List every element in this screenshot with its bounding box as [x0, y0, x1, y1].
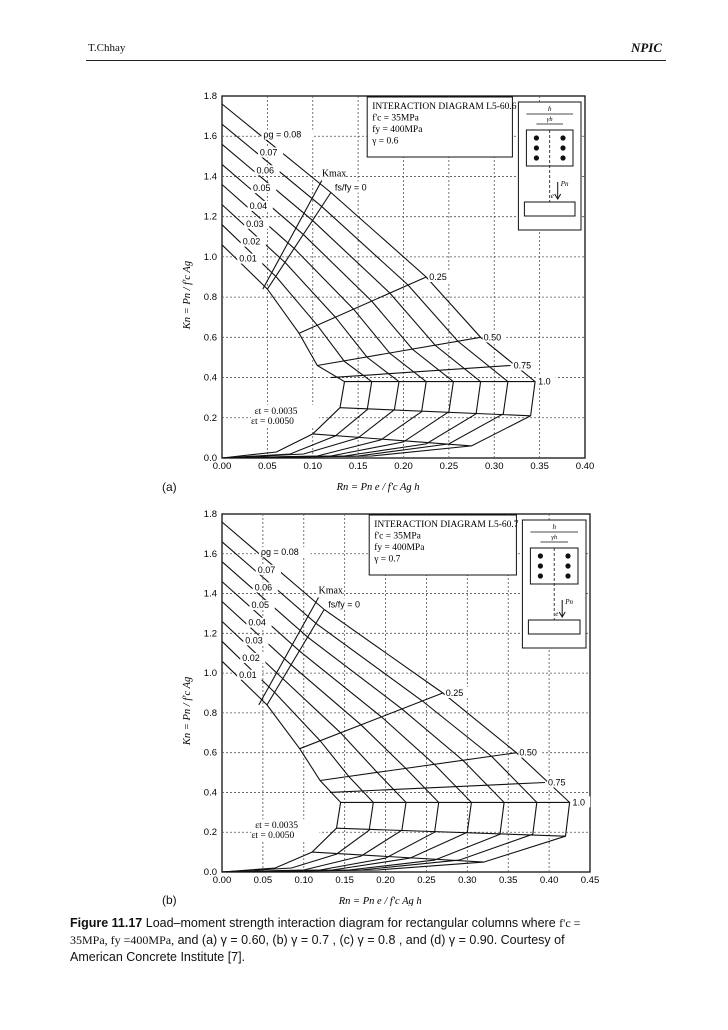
- rho-label: 0.02: [242, 236, 261, 247]
- y-tick-label: 1.6: [203, 131, 217, 143]
- caption-materials: 35MPa, fy =400MPa,: [70, 933, 175, 947]
- interaction-chart-a: [150, 88, 620, 493]
- y-axis-label: Kn = Pn / f'c Ag: [182, 260, 193, 330]
- x-tick-label: 0.00: [212, 461, 232, 472]
- info-line: INTERACTION DIAGRAM L5-60.7: [374, 520, 519, 530]
- x-tick-label: 0.25: [439, 461, 459, 472]
- x-tick-label: 0.35: [530, 461, 549, 472]
- panel-label-b: (b): [162, 893, 177, 907]
- inset-elevation: [528, 620, 580, 634]
- inset-rebar: [534, 145, 539, 150]
- header-author: T.Chhay: [88, 42, 126, 54]
- inset-yh-label: γh: [551, 534, 558, 541]
- x-tick-label: 0.15: [335, 875, 354, 886]
- kmax-label: Kmax: [321, 168, 347, 180]
- info-line: INTERACTION DIAGRAM L5-60.6: [372, 102, 517, 112]
- inset-rebar: [560, 135, 565, 140]
- eps-label-2: εt = 0.0050: [251, 831, 295, 842]
- x-tick-label: 0.10: [294, 875, 314, 886]
- y-tick-label: 1.0: [203, 251, 217, 263]
- y-tick-label: 0.0: [203, 453, 217, 464]
- rho-label: 0.06: [254, 582, 273, 593]
- inset-pn-label: Pn: [560, 180, 569, 188]
- figure-caption: [70, 915, 680, 966]
- y-tick-label: 1.8: [203, 509, 217, 520]
- x-axis-label: Rn = Pn e / f'c Ag h: [336, 482, 420, 493]
- y-tick-label: 0.0: [203, 867, 217, 878]
- fs-label: 0.75: [548, 777, 566, 788]
- eps-label-1: εt = 0.0035: [255, 821, 298, 832]
- rho-label: 0.03: [245, 635, 263, 646]
- y-axis-label: Kn = Pn / f'c Ag: [182, 676, 193, 746]
- y-tick-label: 1.8: [203, 91, 217, 102]
- rho-label: 0.05: [253, 183, 271, 194]
- x-tick-label: 0.40: [539, 875, 559, 886]
- caption-credit: American Concrete Institute [7].: [70, 950, 246, 964]
- kmax-label: Kmax: [318, 585, 343, 597]
- eps-label-1: εt = 0.0035: [254, 406, 298, 417]
- x-tick-label: 0.05: [253, 875, 273, 886]
- info-line: f'c = 35MPa: [374, 531, 421, 542]
- caption-cases: and (a) γ = 0.60, (b) γ = 0.7 , (c) γ = 0.8 , and (d) γ = 0.90. Courtesy of: [174, 933, 565, 947]
- x-tick-label: 0.30: [458, 875, 477, 886]
- y-tick-label: 0.8: [203, 707, 217, 719]
- fs-label: 0.50: [483, 332, 502, 343]
- fs-label: 1.0: [572, 797, 586, 808]
- rho-label: ρg = 0.08: [263, 129, 302, 140]
- fs-label: 0.50: [519, 747, 537, 758]
- rho-label: ρg = 0.08: [260, 547, 299, 558]
- chart-panel-b: [150, 506, 620, 906]
- x-tick-label: 0.10: [303, 461, 322, 472]
- info-line: fy = 400MPa: [374, 543, 425, 553]
- x-tick-label: 0.35: [498, 875, 518, 886]
- inset-pn-label: Pn: [565, 598, 573, 606]
- inset-rebar: [538, 553, 543, 558]
- fs-label: fs/fy = 0: [334, 182, 367, 193]
- y-tick-label: 1.4: [203, 588, 217, 600]
- header-org: NPIC: [630, 40, 662, 55]
- fs-label: 0.25: [429, 272, 447, 282]
- inset-rebar: [560, 155, 565, 160]
- chart-panel-a: [150, 88, 620, 493]
- y-tick-label: 1.0: [203, 668, 217, 680]
- inset-rebar: [565, 553, 570, 558]
- x-axis-label: Rn = Pn e / f'c Ag h: [338, 896, 422, 906]
- x-tick-label: 0.20: [376, 875, 395, 886]
- inset-h-label: h: [552, 523, 556, 531]
- rho-label: 0.02: [242, 652, 260, 663]
- y-tick-label: 0.6: [203, 747, 217, 759]
- caption-fc: f'c =: [559, 916, 581, 930]
- rho-label: 0.06: [256, 165, 275, 176]
- y-tick-label: 0.2: [203, 827, 217, 839]
- rho-label: 0.07: [259, 147, 278, 158]
- x-tick-label: 0.00: [212, 875, 232, 886]
- info-line: γ = 0.7: [374, 554, 401, 565]
- rho-label: 0.04: [248, 617, 266, 628]
- inset-e-label: e: [555, 610, 559, 618]
- inset-elevation: [524, 202, 575, 216]
- header-rule: [86, 60, 666, 61]
- rho-label: 0.07: [257, 564, 276, 575]
- x-tick-label: 0.45: [580, 875, 600, 886]
- x-tick-label: 0.05: [258, 461, 277, 472]
- inset-rebar: [538, 573, 543, 578]
- inset-rebar: [534, 135, 539, 140]
- y-tick-label: 0.4: [203, 787, 217, 799]
- info-line: γ = 0.6: [372, 136, 399, 147]
- caption-text-1: Load–moment strength interaction diagram for rectangular columns where: [142, 916, 560, 930]
- info-line: f'c = 35MPa: [372, 113, 419, 124]
- y-tick-label: 1.2: [203, 211, 217, 223]
- y-tick-label: 0.2: [203, 412, 217, 424]
- x-tick-label: 0.30: [485, 461, 504, 472]
- rho-label: 0.03: [246, 218, 264, 229]
- x-tick-label: 0.15: [348, 461, 368, 472]
- inset-rebar: [565, 563, 570, 568]
- y-tick-label: 1.4: [203, 171, 217, 183]
- y-tick-label: 1.6: [203, 548, 217, 560]
- inset-rebar: [560, 145, 565, 150]
- inset-rebar: [534, 155, 539, 160]
- x-tick-label: 0.25: [417, 875, 436, 886]
- inset-e-label: e: [550, 192, 554, 200]
- fs-label: fs/fy = 0: [328, 599, 360, 610]
- caption-figure-number: Figure 11.17: [70, 916, 143, 930]
- panel-label-a: (a): [162, 480, 177, 494]
- inset-rebar: [565, 573, 570, 578]
- x-tick-label: 0.20: [394, 461, 413, 472]
- eps-label-2: εt = 0.0050: [251, 416, 294, 427]
- fs-label: 0.75: [513, 360, 532, 371]
- x-tick-label: 0.40: [575, 461, 595, 472]
- y-tick-label: 0.6: [203, 332, 217, 344]
- y-tick-label: 1.2: [203, 628, 217, 640]
- rho-label: 0.01: [239, 253, 257, 264]
- fs-label: 1.0: [538, 376, 551, 387]
- fs-label: 0.25: [445, 688, 464, 698]
- info-line: fy = 400MPa: [372, 125, 423, 135]
- inset-yh-label: γh: [546, 116, 553, 123]
- y-tick-label: 0.4: [203, 372, 217, 384]
- inset-h-label: h: [547, 105, 552, 113]
- y-tick-label: 0.8: [203, 292, 217, 304]
- inset-rebar: [538, 563, 543, 568]
- rho-label: 0.05: [251, 600, 270, 611]
- rho-label: 0.01: [239, 669, 257, 680]
- rho-label: 0.04: [249, 200, 268, 211]
- interaction-chart-b: [150, 506, 620, 906]
